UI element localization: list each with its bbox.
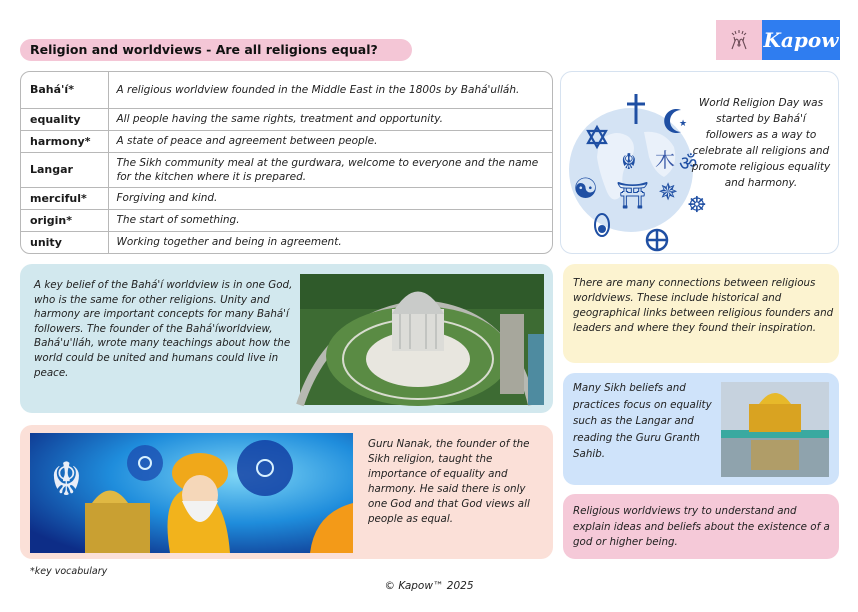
- table-row: [21, 152, 552, 187]
- svg-text:☯: ☯: [573, 172, 599, 205]
- sikh-beliefs-panel: [563, 373, 839, 485]
- religious-worldviews-panel: [563, 494, 839, 559]
- vocab-definition: A state of peace and agreement between people.: [108, 130, 552, 152]
- table-row: [21, 209, 552, 231]
- table-row: [21, 231, 552, 253]
- world-religion-day-text: World Religion Day was started by Bahá'í followers as a way to celebrate all religions and promote religious equality and harmony.: [691, 97, 831, 189]
- svg-text:✵: ✵: [658, 178, 679, 206]
- svg-text:☬: ☬: [621, 150, 637, 175]
- vocabulary-table: [20, 71, 553, 254]
- vocab-term: harmony*: [21, 130, 108, 152]
- copyright: © Kapow™ 2025: [384, 580, 474, 592]
- vocab-term: origin*: [21, 209, 108, 231]
- bahai-text: A key belief of the Bahá'í worldview is in one God, who is the same for other religions. Unity and harmony are important concepts for many Bahá'í followers. The founder of the Bahá'íworldview, Bahá'u'lláh, wrote many teachings about how the world could be united and humans could live in peace.: [34, 279, 293, 379]
- bahai-temple-aerial-photo: [300, 274, 544, 405]
- guru-nanak-text: Guru Nanak, the founder of the Sikh religion, taught the importance of equality and harmony. He said there is only one God and that God views all people as equal.: [368, 438, 530, 525]
- globe-with-religious-symbols-icon: [569, 82, 707, 247]
- vocab-term: Langar: [21, 152, 108, 187]
- connections-panel: [563, 264, 839, 363]
- vocab-term: merciful*: [21, 187, 108, 209]
- table-row: [21, 72, 552, 108]
- praying-hands-icon: [716, 20, 762, 60]
- vocab-term: Bahá'í*: [21, 72, 108, 108]
- table-row: [21, 187, 552, 209]
- svg-text:⛩: ⛩: [616, 181, 650, 211]
- vocab-definition: The start of something.: [108, 209, 552, 231]
- logo-wordmark: Kapow: [762, 20, 840, 60]
- svg-text:木: 木: [655, 148, 675, 172]
- table-row: [21, 130, 552, 152]
- svg-text:★: ★: [679, 119, 688, 129]
- vocab-term: unity: [21, 231, 108, 253]
- kapow-logo: [716, 20, 840, 60]
- bahai-panel: [20, 264, 553, 413]
- table-row: [21, 108, 552, 130]
- golden-temple-photo: [721, 382, 829, 477]
- vocab-definition: A religious worldview founded in the Middle East in the 1800s by Bahá'ulláh.: [108, 72, 552, 108]
- vocab-definition: Forgiving and kind.: [108, 187, 552, 209]
- guru-nanak-panel: [20, 425, 553, 559]
- page-title: Religion and worldviews - Are all religions equal?: [20, 39, 412, 61]
- religious-worldviews-text: Religious worldviews try to understand and explain ideas and beliefs about the existence of a god or higher being.: [573, 505, 830, 548]
- svg-text:☬: ☬: [50, 452, 83, 506]
- vocab-term: equality: [21, 108, 108, 130]
- vocab-definition: All people having the same rights, treatment and opportunity.: [108, 108, 552, 130]
- sikh-beliefs-text: Many Sikh beliefs and practices focus on equality such as the Langar and reading the Guru Granth Sahib.: [573, 382, 712, 460]
- vocab-definition: Working together and being in agreement.: [116, 236, 342, 249]
- connections-text: There are many connections between religious worldviews. These include historical and geographical links between religious founders and leaders and where they found their inspiration.: [573, 277, 834, 334]
- svg-text:☸: ☸: [687, 193, 707, 218]
- vocab-definition: The Sikh community meal at the gurdwara, welcome to everyone and the name for the kitchen where it is prepared.: [108, 152, 552, 187]
- key-vocabulary-footnote: *key vocabulary: [30, 566, 108, 577]
- svg-text:ॐ: ॐ: [679, 151, 698, 175]
- world-religion-day-panel: [560, 71, 839, 254]
- guru-nanak-illustration: [30, 433, 353, 553]
